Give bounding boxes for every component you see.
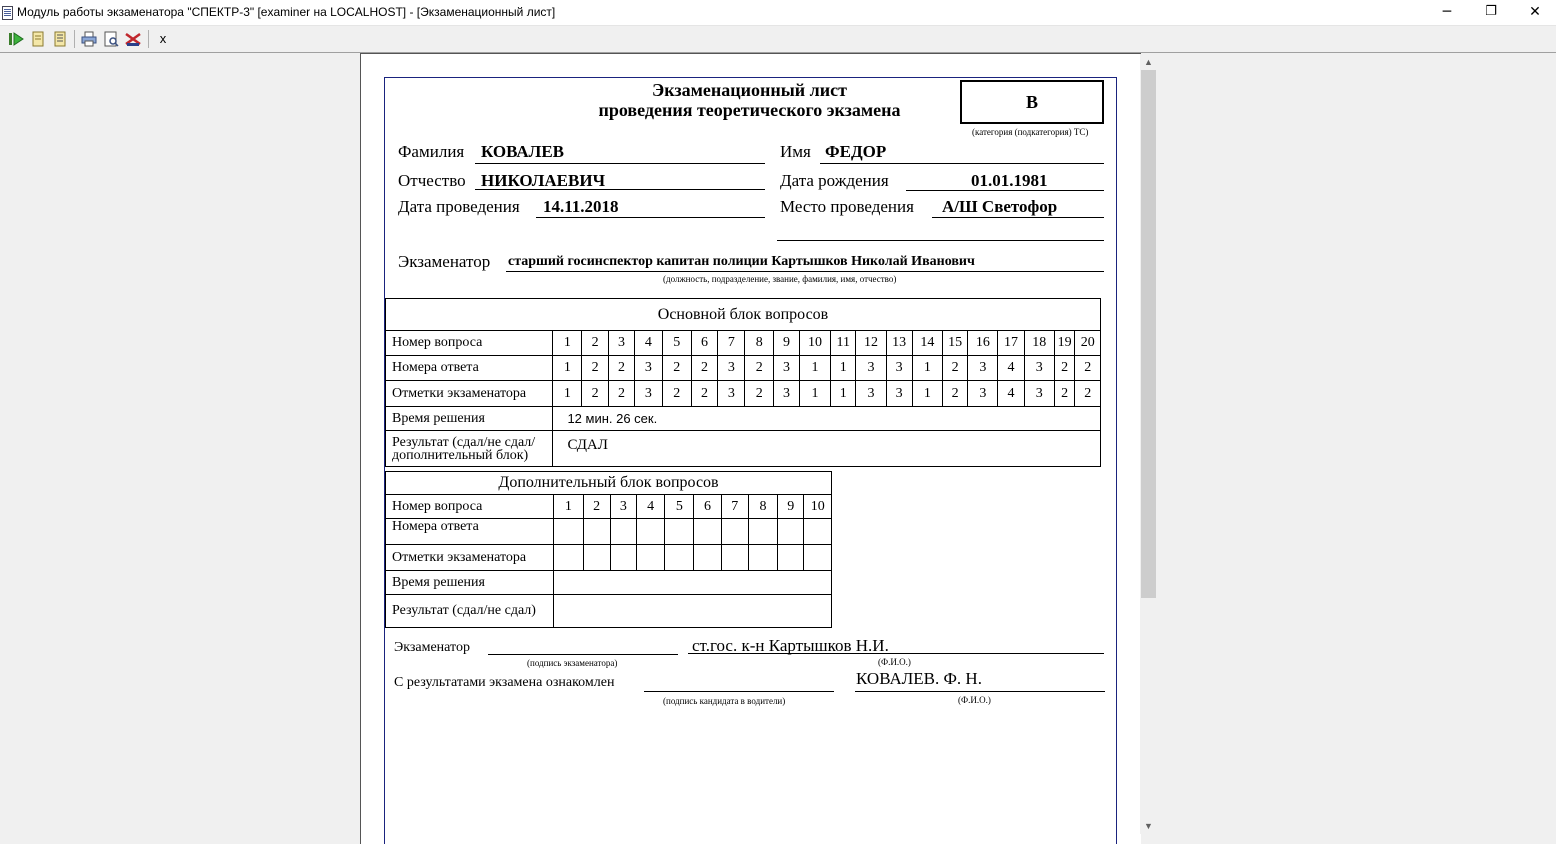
app-icon [2, 6, 13, 20]
row-label-time: Время решения [386, 407, 553, 431]
answer-number-cell: 2 [745, 356, 774, 381]
extra-mark-cell [721, 545, 748, 571]
candidate-sign-line [644, 691, 834, 692]
question-number-cell: 10 [800, 331, 831, 356]
candidate-fio: КОВАЛЕВ. Ф. Н. [856, 669, 982, 688]
question-number-cell: 9 [774, 331, 800, 356]
print-icon[interactable] [81, 31, 97, 47]
extra-answer-cell [778, 519, 804, 545]
extra-question-number-cell: 2 [583, 495, 610, 519]
extra-question-number-cell: 9 [778, 495, 804, 519]
extra-answer-cell [583, 519, 610, 545]
question-number-cell: 19 [1054, 331, 1075, 356]
extra-question-number-cell: 1 [554, 495, 583, 519]
category-caption: (категория (подкатегория) ТС) [972, 127, 1089, 137]
main-block-title: Основной блок вопросов [386, 299, 1101, 331]
examiner-mark-cell: 2 [582, 381, 609, 407]
sheet-title-line2: проведения теоретического экзамена [598, 100, 901, 120]
examiner-sign-caption: (подпись экзаменатора) [527, 658, 618, 668]
question-number-cell: 12 [856, 331, 886, 356]
surname-value: КОВАЛЕВ [481, 142, 565, 161]
patronymic-value: НИКОЛАЕВИЧ [481, 171, 606, 190]
play-icon[interactable] [8, 31, 24, 47]
restore-button[interactable]: ❐ [1485, 4, 1497, 19]
close-button[interactable]: ✕ [1529, 4, 1541, 20]
question-number-cell: 3 [609, 331, 635, 356]
extra-mark-cell [748, 545, 777, 571]
answer-number-cell: 3 [856, 356, 886, 381]
name-underline [820, 163, 1104, 164]
birthdate-value: 01.01.1981 [971, 171, 1048, 190]
examiner-mark-cell: 2 [662, 381, 691, 407]
toolbar-separator [74, 30, 75, 48]
row-label-answers: Номера ответа [386, 356, 553, 381]
examiner-mark-cell: 2 [1075, 381, 1101, 407]
extra-mark-cell [554, 545, 583, 571]
question-number-cell: 18 [1024, 331, 1054, 356]
extra-question-number-cell: 8 [748, 495, 777, 519]
toolbar-separator [148, 30, 149, 48]
footer-examiner-fio: ст.гос. к-н Картышков Н.И. [692, 636, 889, 655]
examiner-mark-cell: 1 [553, 381, 582, 407]
extra-block-title: Дополнительный блок вопросов [386, 472, 832, 495]
question-number-cell: 5 [662, 331, 691, 356]
name-value: ФЕДОР [825, 142, 887, 161]
extra-mark-cell [637, 545, 665, 571]
extra-time-cell [554, 571, 832, 595]
extra-row-label-answers: Номера ответа [386, 519, 554, 545]
answer-number-cell: 1 [831, 356, 856, 381]
question-number-cell: 4 [635, 331, 663, 356]
place-label: Место проведения [780, 197, 914, 216]
answer-number-cell: 2 [582, 356, 609, 381]
sheet-title-line1: Экзаменационный лист [652, 80, 847, 100]
exam-date-underline [536, 217, 765, 218]
export-icon[interactable] [125, 31, 141, 47]
examiner-label: Экзаменатор [398, 252, 491, 271]
extra-answer-cell [721, 519, 748, 545]
place-underline [932, 217, 1104, 218]
answer-number-cell: 2 [1075, 356, 1101, 381]
examiner-mark-cell: 4 [998, 381, 1024, 407]
toolbar [0, 26, 1556, 53]
answer-number-cell: 3 [886, 356, 912, 381]
question-number-cell: 11 [831, 331, 856, 356]
document-list-icon[interactable] [52, 31, 68, 47]
surname-underline [475, 163, 765, 164]
examiner-mark-cell: 3 [1024, 381, 1054, 407]
question-number-cell: 20 [1075, 331, 1101, 356]
question-number-cell: 14 [912, 331, 942, 356]
examiner-value: старший госинспектор капитан полиции Картышков Николай Иванович [508, 254, 975, 269]
extra-mark-cell [804, 545, 832, 571]
window-title: Модуль работы экзаменатора "СПЕКТР-3" [examiner на LOCALHOST] - [Экзаменационный лист] [17, 5, 556, 19]
close-preview-button[interactable]: x [159, 31, 167, 46]
scroll-up-icon[interactable]: ▲ [1144, 57, 1153, 67]
extra-question-number-cell: 6 [694, 495, 721, 519]
minimize-button[interactable]: ─ [1442, 4, 1452, 20]
exam-date-value: 14.11.2018 [543, 197, 619, 216]
result-value: СДАЛ [553, 431, 1101, 467]
examiner-mark-cell: 3 [774, 381, 800, 407]
examiner-mark-cell: 3 [886, 381, 912, 407]
extra-answer-cell [554, 519, 583, 545]
name-label: Имя [780, 142, 811, 161]
examiner-mark-cell: 3 [856, 381, 886, 407]
answer-number-cell: 3 [635, 356, 663, 381]
extra-question-number-cell: 4 [637, 495, 665, 519]
extra-row-label-marks: Отметки экзаменатора [386, 545, 554, 571]
question-number-cell: 6 [691, 331, 718, 356]
candidate-fio-line [855, 691, 1105, 692]
vertical-scrollbar[interactable] [1140, 54, 1157, 834]
answer-number-cell: 3 [718, 356, 745, 381]
exam-date-label: Дата проведения [398, 197, 520, 216]
examiner-underline [506, 271, 1104, 272]
extra-answer-cell [665, 519, 694, 545]
candidate-sign-caption: (подпись кандидата в водители) [663, 696, 786, 706]
surname-label: Фамилия [398, 142, 465, 161]
answer-number-cell: 1 [553, 356, 582, 381]
examiner-mark-cell: 2 [691, 381, 718, 407]
extra-answer-cell [610, 519, 636, 545]
question-number-cell: 15 [942, 331, 967, 356]
answer-number-cell: 4 [998, 356, 1024, 381]
print-preview-icon[interactable] [103, 31, 119, 47]
question-number-cell: 13 [886, 331, 912, 356]
examiner-fio-line [688, 653, 1104, 654]
examiner-mark-cell: 2 [745, 381, 774, 407]
extra-result-cell [554, 595, 832, 628]
extra-answer-cell [804, 519, 832, 545]
footer-examiner-label: Экзаменатор [394, 640, 470, 655]
extra-question-number-cell: 3 [610, 495, 636, 519]
candidate-fio-caption: (Ф.И.О.) [958, 695, 991, 705]
examiner-mark-cell: 2 [942, 381, 967, 407]
patronymic-label: Отчество [398, 171, 466, 190]
title-bar [0, 0, 1556, 26]
question-number-cell: 1 [553, 331, 582, 356]
main-questions-table [385, 298, 1101, 467]
extra-answer-cell [748, 519, 777, 545]
extra-answer-cell [694, 519, 721, 545]
examiner-caption: (должность, подразделение, звание, фамилия, имя, отчество) [663, 274, 897, 284]
scrollbar-thumb[interactable] [1141, 70, 1156, 598]
examiner-mark-cell: 2 [1054, 381, 1075, 407]
solve-time-value: 12 мин. 26 сек. [553, 407, 1101, 431]
extra-answer-cell [637, 519, 665, 545]
extra-question-number-cell: 5 [665, 495, 694, 519]
answer-number-cell: 3 [774, 356, 800, 381]
patronymic-underline [475, 189, 765, 190]
answer-number-cell: 1 [912, 356, 942, 381]
answer-number-cell: 3 [968, 356, 998, 381]
examiner-mark-cell: 2 [609, 381, 635, 407]
extra-mark-cell [694, 545, 721, 571]
examiner-mark-cell: 1 [800, 381, 831, 407]
scroll-down-icon[interactable]: ▼ [1144, 821, 1153, 831]
place-underline-2 [777, 240, 1104, 241]
examiner-sign-line [488, 654, 678, 655]
answer-number-cell: 2 [1054, 356, 1075, 381]
row-label-marks: Отметки экзаменатора [386, 381, 553, 407]
document-icon[interactable] [30, 31, 46, 47]
answer-number-cell: 2 [609, 356, 635, 381]
extra-mark-cell [610, 545, 636, 571]
question-number-cell: 2 [582, 331, 609, 356]
answer-number-cell: 2 [691, 356, 718, 381]
category-box: B [960, 80, 1104, 124]
birthdate-underline [906, 190, 1104, 191]
answer-number-cell: 2 [942, 356, 967, 381]
question-number-cell: 16 [968, 331, 998, 356]
extra-question-number-cell: 10 [804, 495, 832, 519]
birthdate-label: Дата рождения [780, 171, 889, 190]
extra-mark-cell [583, 545, 610, 571]
examiner-mark-cell: 1 [831, 381, 856, 407]
extra-row-label-question: Номер вопроса [386, 495, 554, 519]
examiner-mark-cell: 3 [718, 381, 745, 407]
familiarized-label: С результатами экзамена ознакомлен [394, 675, 615, 690]
extra-mark-cell [665, 545, 694, 571]
extra-row-label-result: Результат (сдал/не сдал) [386, 595, 554, 628]
row-label-result: Результат (сдал/не сдал/ дополнительный блок) [386, 431, 553, 467]
answer-number-cell: 3 [1024, 356, 1054, 381]
extra-mark-cell [778, 545, 804, 571]
extra-questions-table [385, 471, 832, 628]
examiner-mark-cell: 3 [635, 381, 663, 407]
question-number-cell: 7 [718, 331, 745, 356]
question-number-cell: 8 [745, 331, 774, 356]
answer-number-cell: 2 [662, 356, 691, 381]
place-value: А/Ш Светофор [942, 197, 1058, 216]
examiner-mark-cell: 1 [912, 381, 942, 407]
extra-row-label-time: Время решения [386, 571, 554, 595]
examiner-fio-caption: (Ф.И.О.) [878, 657, 911, 667]
question-number-cell: 17 [998, 331, 1024, 356]
row-label-question: Номер вопроса [386, 331, 553, 356]
answer-number-cell: 1 [800, 356, 831, 381]
extra-question-number-cell: 7 [721, 495, 748, 519]
examiner-mark-cell: 3 [968, 381, 998, 407]
